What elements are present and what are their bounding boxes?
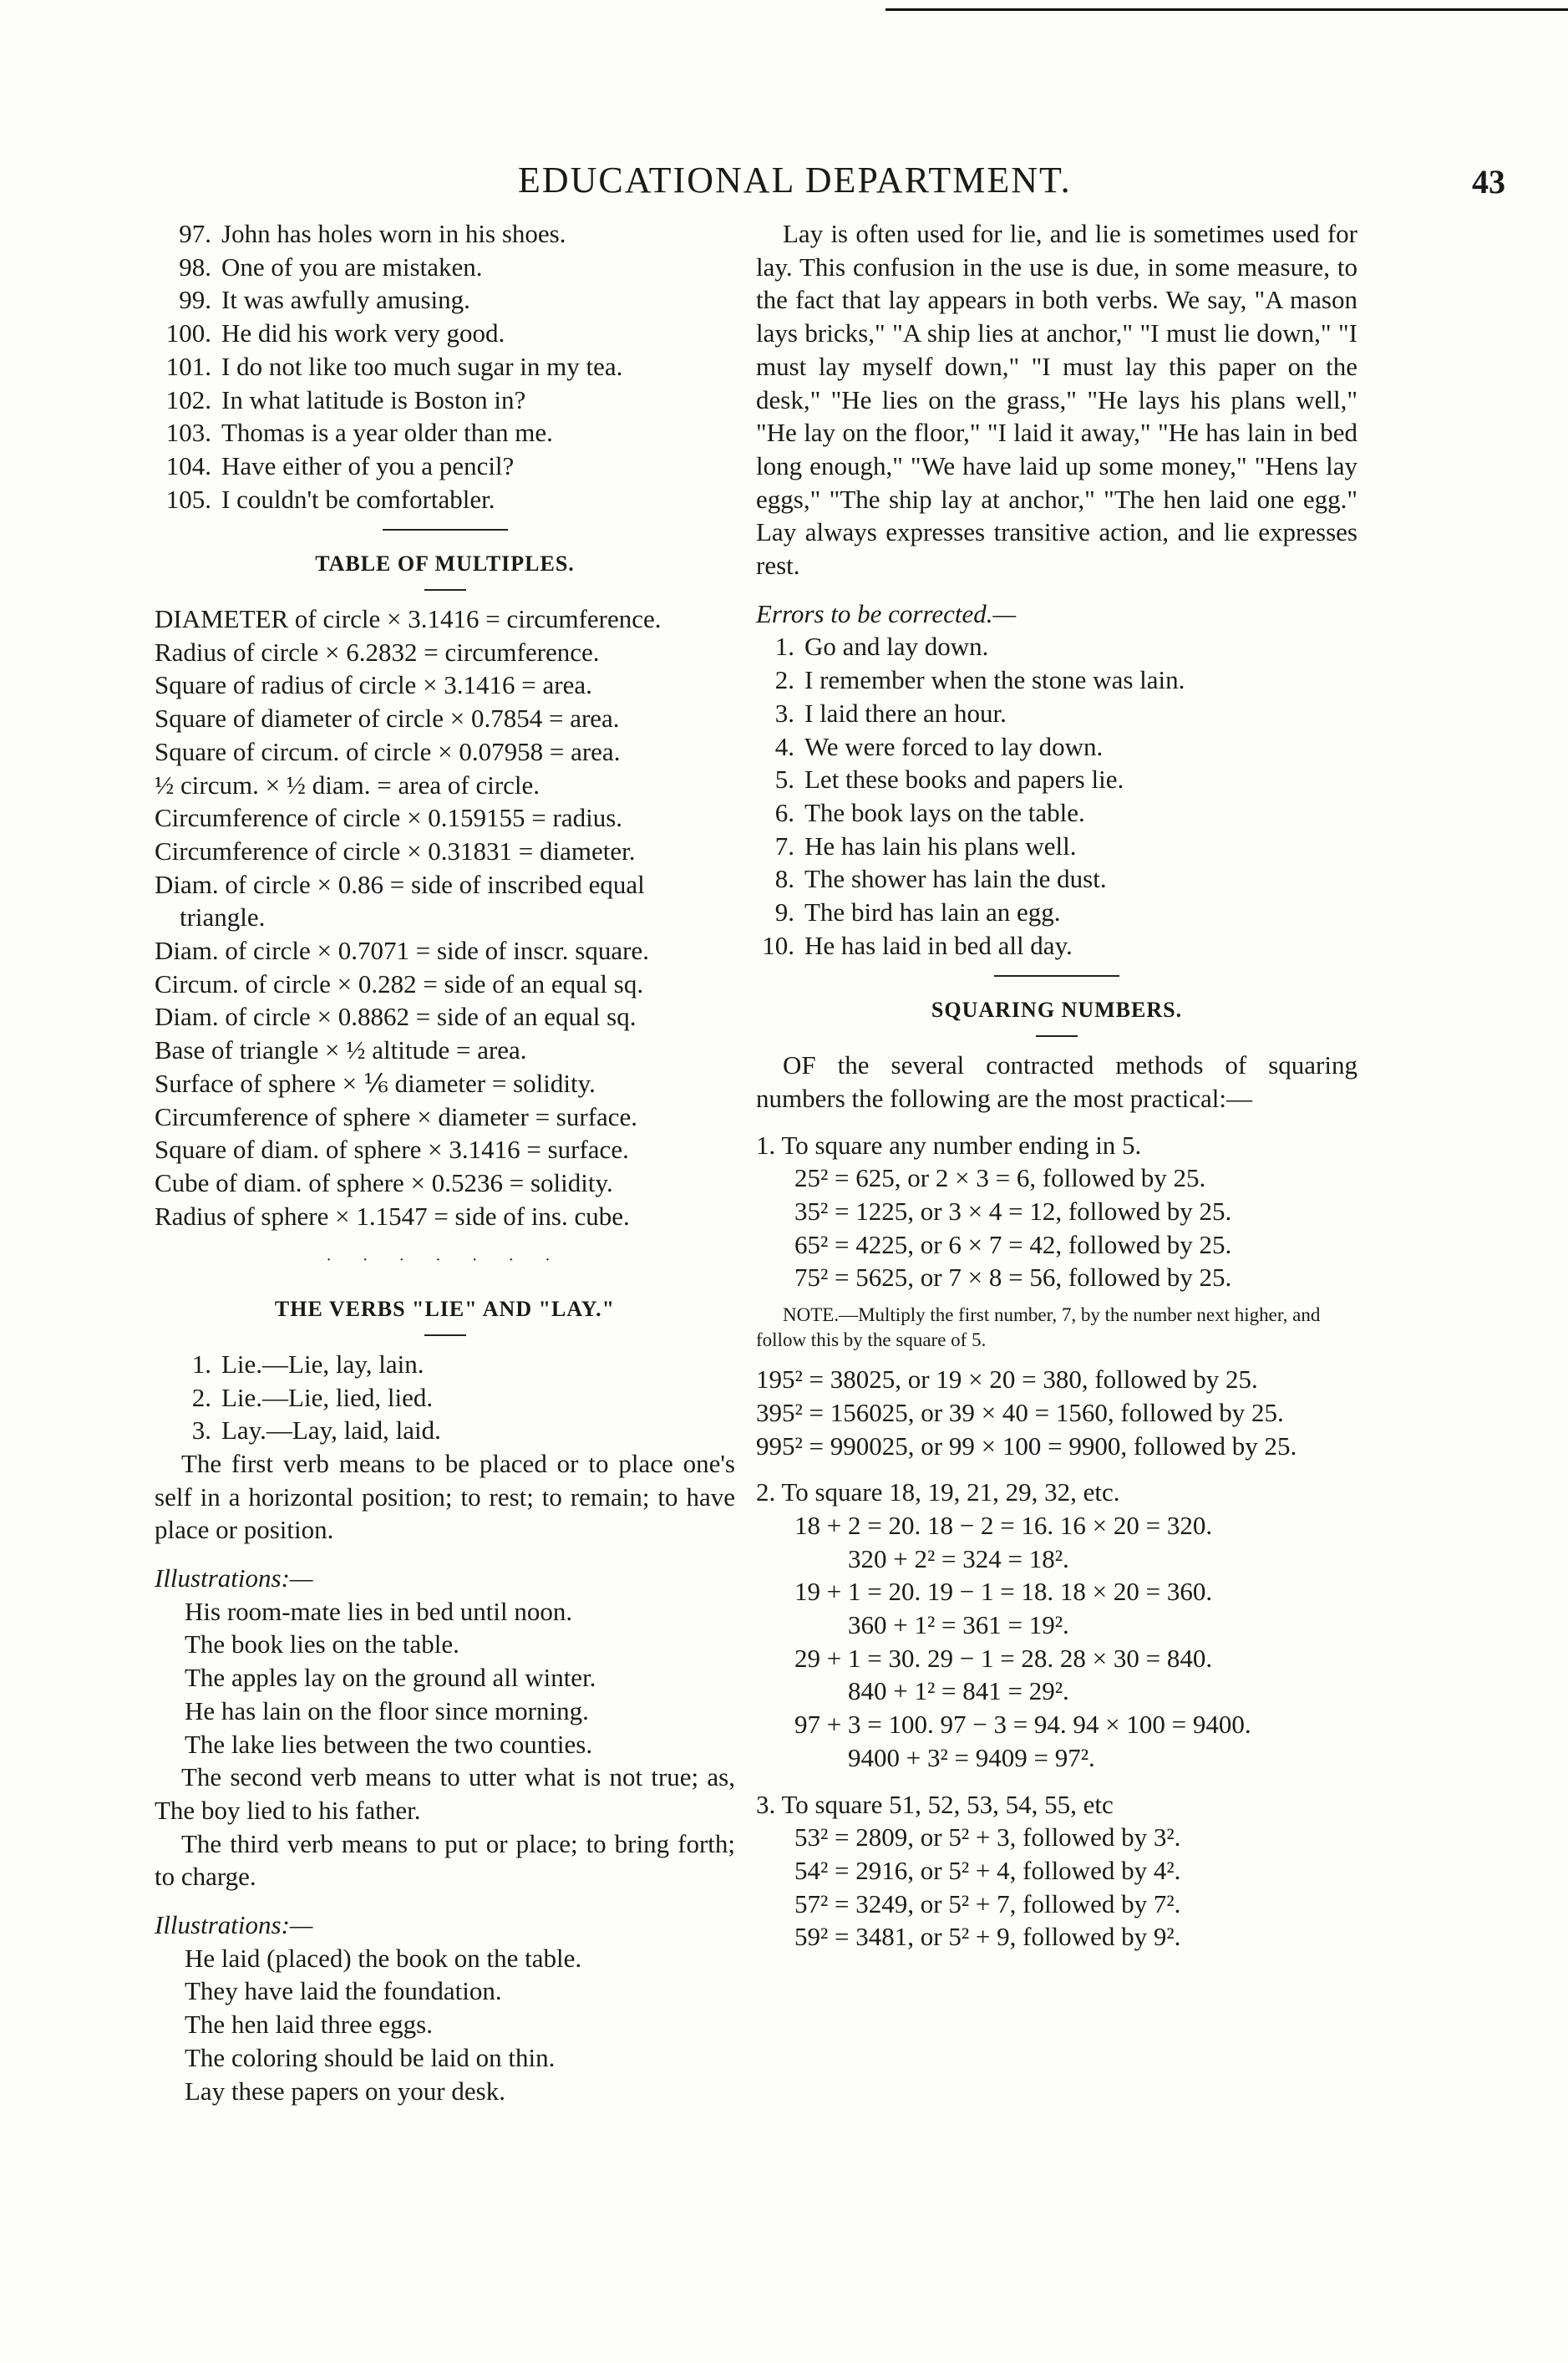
page-number: 43 [1472,163,1505,201]
note: NOTE.—Multiply the first number, 7, by the number next higher, and follow this by the square of 5. [756,1304,1321,1351]
equation-line: 320 + 2² = 324 = 18². [848,1543,1069,1573]
table-row: Circum. of circle × 0.282 = side of an equal sq. [155,968,644,999]
list-item: They have laid the foundation. [185,1976,502,2006]
table-row: Square of radius of circle × 3.1416 = area. [155,670,592,700]
paragraph: The third verb means to put or place; to bring forth; to charge. [155,1828,735,1892]
list-item: 6. The book lays on the table. [774,797,1085,827]
equation-line: 995² = 990025, or 99 × 100 = 9900, followed by 25. [756,1431,1297,1461]
equation-line: 75² = 5625, or 7 × 8 = 56, followed by 25. [794,1263,1232,1293]
list-item: 98. One of you are mistaken. [179,252,483,282]
illustrations-label: Illustrations:— [155,1563,313,1593]
left-column [155,217,735,2107]
equation-line: 54² = 2916, or 5² + 4, followed by 4². [794,1855,1181,1885]
list-item: 102. In what latitude is Boston in? [165,384,526,414]
list-item: 7. He has lain his plans well. [774,831,1077,861]
illustrations-label: Illustrations:— [155,1910,313,1940]
list-item: 9. The bird has lain an egg. [774,897,1061,927]
table-row: Square of diam. of sphere × 3.1416 = surface. [155,1135,629,1165]
verbs-heading: THE VERBS "LIE" AND "LAY." [274,1297,616,1322]
paragraph: OF the several contracted methods of squaring numbers the following are the most practical:— [756,1050,1357,1113]
top-rule [885,8,1568,11]
equation-line: 57² = 3249, or 5² + 7, followed by 7². [794,1888,1181,1918]
list-item: He has lain on the floor since morning. [185,1695,589,1725]
equation-line: 360 + 1² = 361 = 19². [848,1610,1069,1640]
table-row: Radius of circle × 6.2832 = circumference. [155,637,600,667]
equation-line: 53² = 2809, or 5² + 3, followed by 3². [794,1822,1181,1852]
multiples-heading: TABLE OF MULTIPLES. [315,551,575,577]
list-item: 1. Go and lay down. [774,632,989,662]
list-item: 101. I do not like too much sugar in my tea. [165,351,623,381]
list-item: 105. I couldn't be comfortabler. [165,484,495,514]
list-item: 3. Lay.—Lay, laid, laid. [191,1415,441,1446]
equation-line: 395² = 156025, or 39 × 40 = 1560, followed by 25. [756,1397,1284,1427]
table-row: Diam. of circle × 0.8862 = side of an equal sq. [155,1002,637,1032]
verb-forms [155,1348,735,1447]
list-item: His room-mate lies in bed until noon. [185,1596,573,1626]
list-item: 2. I remember when the stone was lain. [774,665,1185,695]
list-item: 97. John has holes worn in his shoes. [179,219,566,248]
table-row: Circumference of circle × 0.159155 = radius. [155,803,623,833]
page-header: EDUCATIONAL DEPARTMENT. [518,160,1072,201]
errors-list [756,630,1357,962]
paragraph: The second verb means to utter what is not true; as, The boy lied to his father. [155,1762,735,1825]
list-item: He laid (placed) the book on the table. [185,1943,582,1973]
table-row: Radius of sphere × 1.1547 = side of ins. cube. [155,1201,630,1231]
list-item: 103. Thomas is a year older than me. [165,418,553,448]
errors-label: Errors to be corrected.— [756,598,1017,628]
table-row: DIAMETER of circle × 3.1416 = circumference. [155,604,662,634]
list-item: Lay these papers on your desk. [185,2076,505,2106]
table-row: Circumference of circle × 0.31831 = diameter. [155,836,636,866]
section-divider [383,529,508,531]
section-divider [994,975,1119,977]
list-item: The apples lay on the ground all winter. [185,1663,596,1693]
heading-rule [424,589,466,591]
dotted-divider: · · · · · · · [326,1251,564,1270]
heading-rule [1036,1035,1078,1037]
list-item: 2. Lie.—Lie, lied, lied. [191,1382,434,1412]
table-row: Surface of sphere × ⅙ diameter = solidity. [155,1068,596,1098]
table-row: ½ circum. × ½ diam. = area of circle. [155,770,540,800]
list-item: The hen laid three eggs. [185,2010,433,2040]
list-item: The book lies on the table. [185,1629,459,1659]
equation-line: 29 + 1 = 30. 29 − 1 = 28. 28 × 30 = 840. [794,1643,1213,1673]
table-row: Cube of diam. of sphere × 0.5236 = solidity. [155,1167,613,1197]
equation-line: 25² = 625, or 2 × 3 = 6, followed by 25. [794,1163,1206,1193]
heading-rule [424,1334,466,1336]
equation-line: 195² = 38025, or 19 × 20 = 380, followed by 25. [756,1364,1258,1395]
equation-line: 840 + 1² = 841 = 29². [848,1676,1069,1706]
right-column [756,217,1357,1954]
table-row: Diam. of circle × 0.86 = side of inscribed equal triangle. [155,869,645,932]
equation-line: 9400 + 3² = 9409 = 97². [848,1742,1095,1772]
table-row: Base of triangle × ½ altitude = area. [155,1035,527,1065]
multiples-table [155,602,735,1232]
exercise-list-top [155,217,735,516]
equation-line: 97 + 3 = 100. 97 − 3 = 94. 94 × 100 = 9400. [794,1710,1251,1740]
squaring-method-1: 1. To square any number ending in 5. [756,1130,1142,1160]
paragraph: The first verb means to be placed or to place one's self in a horizontal position; to rest; to remain; to have place or position. [155,1448,735,1545]
table-row: Circumference of sphere × diameter = surface. [155,1101,638,1131]
list-item: 99. It was awfully amusing. [179,285,470,315]
equation-line: 65² = 4225, or 6 × 7 = 42, followed by 25. [794,1229,1232,1259]
table-row: Square of diameter of circle × 0.7854 = area. [155,704,620,734]
paragraph: Lay is often used for lie, and lie is sometimes used for lay. This confusion in the use is due, in some measure, to the fact that lay appears in both verbs. We say, "A mason lays bricks," "A ship lies at anchor," "I must lie down," "I must lay myself down," "I must lay this paper on the desk," "He lies on the grass," "He lays his plans well," "He lay on the floor," "I laid it away," "He has lain in bed long enough," "We have laid up some money," "Hens lay eggs," "The ship lay at anchor," "The hen laid one egg." Lay always expresses transitive action, and lie expresses rest. [756,219,1357,581]
equation-line: 19 + 1 = 20. 19 − 1 = 18. 18 × 20 = 360. [794,1577,1213,1607]
list-item: 10. He has laid in bed all day. [762,930,1073,960]
squaring-method-3: 3. To square 51, 52, 53, 54, 55, etc [756,1789,1114,1819]
list-item: 5. Let these books and papers lie. [774,765,1124,795]
list-item: 3. I laid there an hour. [774,698,1007,728]
list-item: 100. He did his work very good. [165,318,505,348]
table-row: Diam. of circle × 0.7071 = side of inscr. square. [155,936,649,966]
squaring-method-2: 2. To square 18, 19, 21, 29, 32, etc. [756,1477,1120,1507]
list-item: 104. Have either of you a pencil? [165,450,515,480]
squaring-heading: SQUARING NUMBERS. [931,998,1183,1023]
list-item: The coloring should be laid on thin. [185,2042,556,2072]
list-item: The lake lies between the two counties. [185,1729,593,1759]
list-item: 1. Lie.—Lie, lay, lain. [191,1349,424,1379]
equation-line: 18 + 2 = 20. 18 − 2 = 16. 16 × 20 = 320. [794,1510,1213,1540]
equation-line: 59² = 3481, or 5² + 9, followed by 9². [794,1922,1181,1952]
equation-line: 35² = 1225, or 3 × 4 = 12, followed by 25. [794,1196,1232,1226]
list-item: 4. We were forced to lay down. [774,731,1104,761]
table-row: Square of circum. of circle × 0.07958 = area. [155,736,621,766]
list-item: 8. The shower has lain the dust. [774,864,1107,894]
